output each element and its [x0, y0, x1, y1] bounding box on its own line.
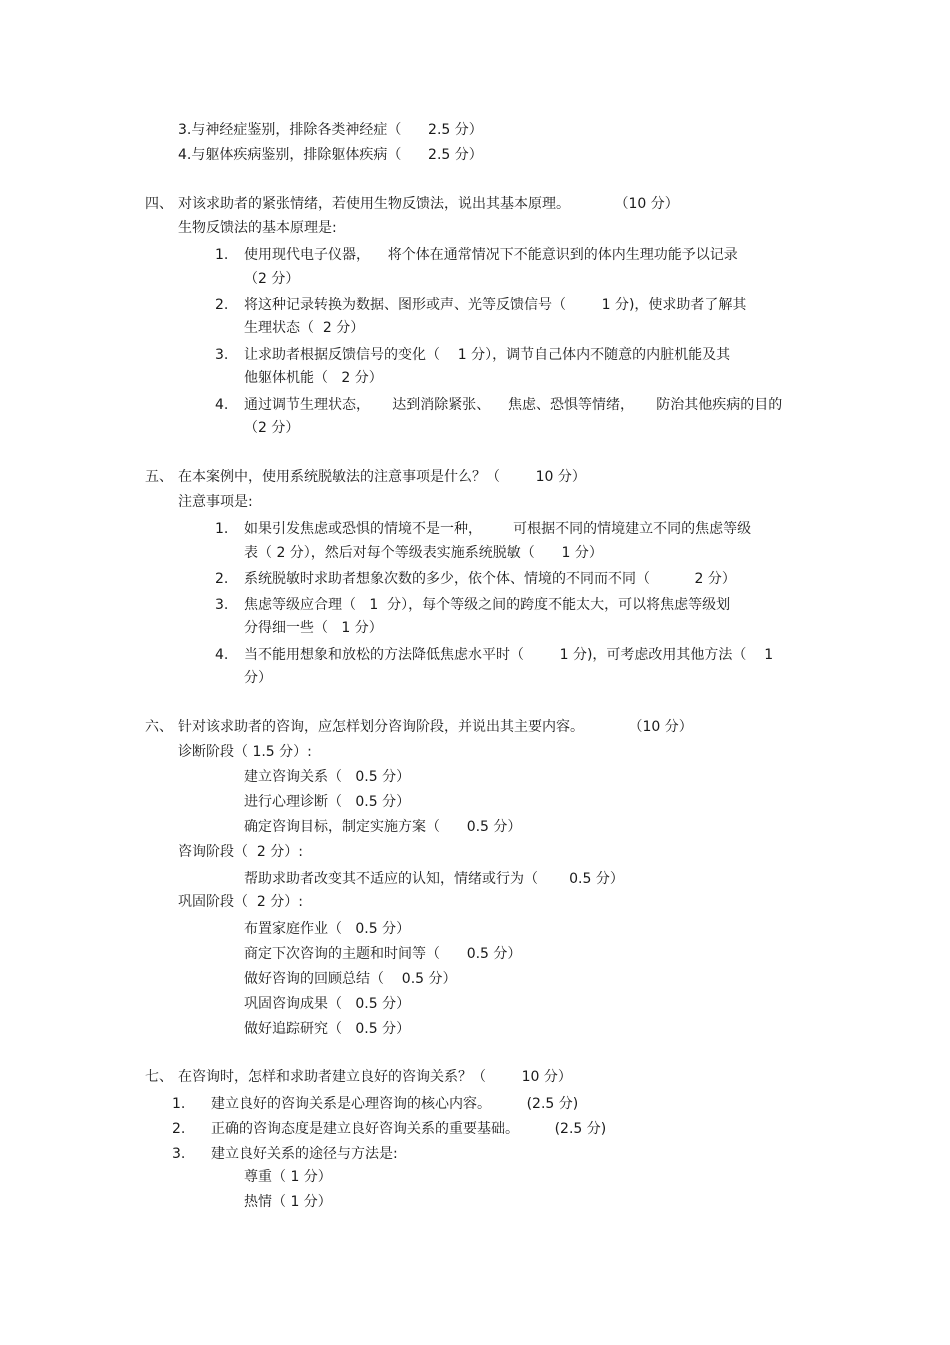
q4-item-1-line1: 使用现代电子仪器， 将个体在通常情况下不能意识到的体内生理功能予以记录: [244, 247, 738, 263]
q4-item-1-num: 1.: [215, 247, 229, 263]
q5-item-1-num: 1.: [215, 521, 229, 537]
q5-item-3-num: 3.: [215, 597, 229, 613]
q4-item-1-line2: （2 分）: [244, 271, 300, 287]
q4-item-3-line1: 让求助者根据反馈信号的变化（ 1 分），调节自己体内不随意的内脏机能及其: [244, 347, 731, 363]
q6-stage1-item-1: 建立咨询关系（ 0.5 分）: [244, 769, 411, 785]
q5-item-3-line1: 焦虑等级应合理（ 1 分），每个等级之间的跨度不能太大，可以将焦虑等级划: [244, 597, 731, 613]
q6-stage1-item-3: 确定咨询目标，制定实施方案（ 0.5 分）: [244, 819, 522, 835]
q5-number: 五、: [145, 469, 173, 485]
q6-stage3-item-3: 做好咨询的回顾总结（ 0.5 分）: [244, 971, 457, 987]
q4-item-4-line1: 通过调节生理状态， 达到消除紧张、 焦虑、恐惧等情绪， 防治其他疾病的目的: [244, 397, 783, 413]
q5-item-4-line2: 分）: [244, 670, 272, 686]
q4-item-3-num: 3.: [215, 347, 229, 363]
q4-item-2-line2: 生理状态（ 2 分）: [244, 320, 365, 336]
q5-item-2-num: 2.: [215, 571, 229, 587]
q6-stage-diagnosis: 诊断阶段（ 1.5 分）:: [178, 744, 312, 760]
q7-item-3-num: 3.: [172, 1146, 186, 1162]
q6-stage1-item-2: 进行心理诊断（ 0.5 分）: [244, 794, 411, 810]
q6-stage-consolidation: 巩固阶段（ 2 分）:: [178, 894, 303, 910]
q5-item-3-line2: 分得细一些（ 1 分）: [244, 620, 383, 636]
q4-item-2-num: 2.: [215, 297, 229, 313]
q5-item-4-num: 4.: [215, 647, 229, 663]
q5-question: 在本案例中，使用系统脱敏法的注意事项是什么？（ 10 分）: [178, 469, 586, 485]
q6-stage2-item-1: 帮助求助者改变其不适应的认知，情绪或行为（ 0.5 分）: [244, 871, 624, 887]
q4-item-4-num: 4.: [215, 397, 229, 413]
q4-number: 四、: [145, 196, 173, 212]
q4-item-2-line1: 将这种记录转换为数据、图形或声、光等反馈信号（ 1 分)，使求助者了解其: [244, 297, 747, 313]
q7-item-3-text: 建立良好关系的途径与方法是:: [211, 1146, 398, 1162]
q4-intro: 生物反馈法的基本原理是:: [178, 220, 337, 236]
q5-intro: 注意事项是:: [178, 494, 253, 510]
q7-item-1-num: 1.: [172, 1096, 186, 1112]
q4-question: 对该求助者的紧张情绪，若使用生物反馈法，说出其基本原理。 （10 分）: [178, 196, 679, 212]
q5-item-4-line1: 当不能用想象和放松的方法降低焦虑水平时（ 1 分)，可考虑改用其他方法（ 1: [244, 647, 774, 663]
q7-item-2-text: 正确的咨询态度是建立良好咨询关系的重要基础。 (2.5 分): [211, 1121, 607, 1137]
q7-item-1-text: 建立良好的咨询关系是心理咨询的核心内容。 (2.5 分): [211, 1096, 579, 1112]
q7-subitem-respect: 尊重（ 1 分）: [244, 1169, 332, 1185]
q5-item-2-line1: 系统脱敏时求助者想象次数的多少，依个体、情境的不同而不同（ 2 分）: [244, 571, 736, 587]
q7-question: 在咨询时，怎样和求助者建立良好的咨询关系？（ 10 分）: [178, 1069, 572, 1085]
q6-stage3-item-4: 巩固咨询成果（ 0.5 分）: [244, 996, 411, 1012]
q6-number: 六、: [145, 719, 173, 735]
q4-item-4-line2: （2 分）: [244, 420, 300, 436]
q5-item-1-line2: 表（ 2 分），然后对每个等级表实施系统脱敏（ 1 分）: [244, 545, 603, 561]
q6-question: 针对该求助者的咨询，应怎样划分咨询阶段，并说出其主要内容。 （10 分）: [178, 719, 693, 735]
q6-stage3-item-5: 做好追踪研究（ 0.5 分）: [244, 1021, 411, 1037]
q6-stage-counseling: 咨询阶段（ 2 分）:: [178, 844, 303, 860]
q4-item-3-line2: 他躯体机能（ 2 分）: [244, 370, 383, 386]
item4-line: 4.与躯体疾病鉴别，排除躯体疾病（ 2.5 分）: [178, 147, 483, 163]
q7-item-2-num: 2.: [172, 1121, 186, 1137]
q7-subitem-warmth: 热情（ 1 分）: [244, 1194, 332, 1210]
q6-stage3-item-1: 布置家庭作业（ 0.5 分）: [244, 921, 411, 937]
q6-stage3-item-2: 商定下次咨询的主题和时间等（ 0.5 分）: [244, 946, 522, 962]
item3-line: 3.与神经症鉴别，排除各类神经症（ 2.5 分）: [178, 122, 483, 138]
q5-item-1-line1: 如果引发焦虑或恐惧的情境不是一种， 可根据不同的情境建立不同的焦虑等级: [244, 521, 752, 537]
q7-number: 七、: [145, 1069, 173, 1085]
